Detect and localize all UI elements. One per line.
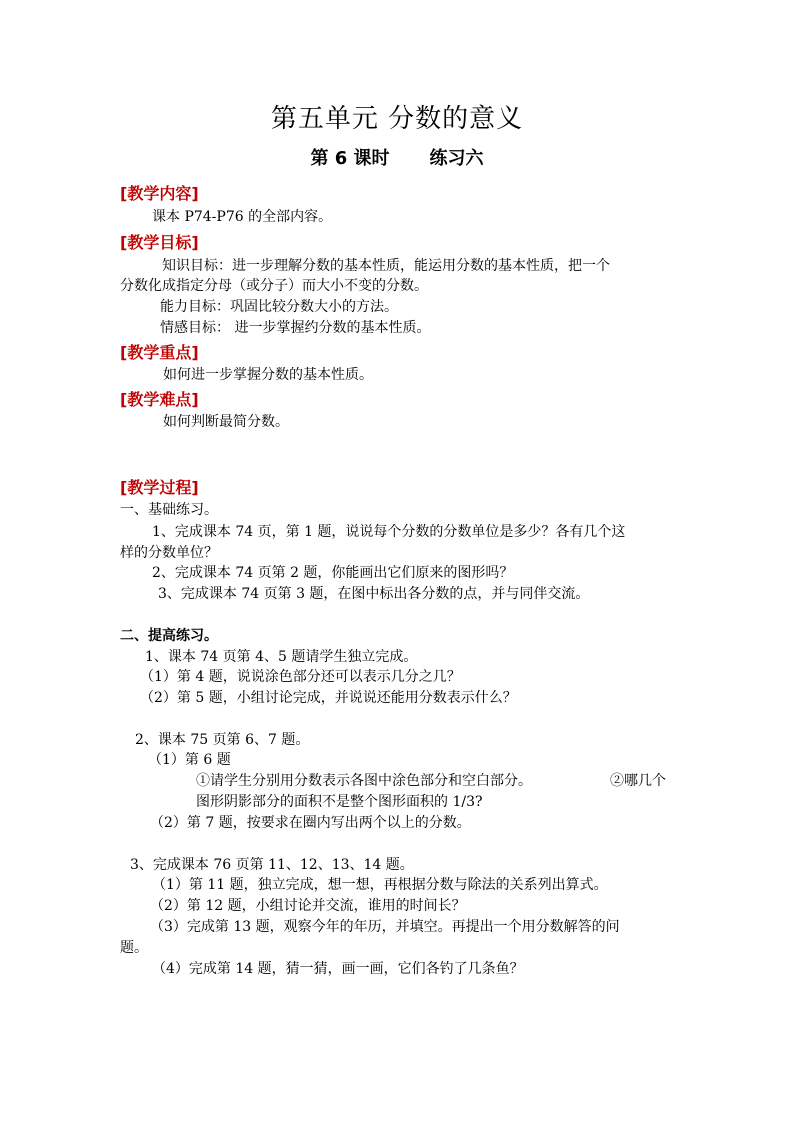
advanced-item-3-sub-3-line-1: （3）完成第 13 题，观察今年的年历，并填空。再提出一个用分数解答的问	[150, 919, 620, 935]
advanced-item-2: 2、课本 75 页第 6、7 题。	[135, 732, 310, 748]
advanced-item-3-sub-2: （2）第 12 题，小组讨论并交流，谁用的时间长？	[150, 898, 466, 914]
goal-knowledge-line-1: 知识目标：进一步理解分数的基本性质，能运用分数的基本性质，把一个	[162, 258, 610, 274]
lesson-name: 练习六	[429, 148, 484, 169]
goal-emotion: 情感目标： 进一步掌握约分数的基本性质。	[160, 320, 431, 336]
advanced-item-1-sub-1: （1）第 4 题，说说涂色部分还可以表示几分之几？	[140, 669, 461, 685]
advanced-item-2-sub-1: （1）第 6 题	[148, 752, 231, 768]
key-point-heading: [教学重点]	[120, 343, 199, 362]
advanced-item-1: 1、课本 74 页第 4、5 题请学生独立完成。	[145, 649, 418, 665]
goal-ability: 能力目标：巩固比较分数大小的方法。	[160, 299, 398, 315]
advanced-practice-title: 二、提高练习。	[120, 628, 218, 644]
basic-item-2: 2、完成课本 74 页第 2 题，你能画出它们原来的图形吗？	[152, 565, 514, 581]
advanced-item-2-sub-2: （2）第 7 题，按要求在圈内写出两个以上的分数。	[150, 815, 471, 831]
basic-practice-title: 一、基础练习。	[120, 502, 218, 518]
goal-knowledge-line-2: 分数化成指定分母（或分子）而大小不变的分数。	[120, 278, 428, 294]
page-title: 第五单元 分数的意义	[270, 104, 524, 134]
lesson-number: 第 6 课时	[310, 148, 390, 169]
process-heading: [教学过程]	[120, 478, 199, 497]
advanced-item-2-sub-1-point-b: ②哪几个	[610, 773, 666, 789]
key-point-text: 如何进一步掌握分数的基本性质。	[163, 367, 373, 383]
content-heading: [教学内容]	[120, 184, 199, 203]
content-text: 课本 P74-P76 的全部内容。	[152, 209, 333, 225]
goals-heading: [教学目标]	[120, 233, 199, 252]
advanced-item-3-sub-4: （4）完成第 14 题，猜一猜，画一画，它们各钓了几条鱼？	[152, 961, 524, 977]
advanced-item-3-sub-3-line-2: 题。	[120, 940, 148, 956]
advanced-item-2-sub-1-point-b-cont: 图形阴影部分的面积不是整个图形面积的 1/3?	[196, 794, 483, 810]
difficulty-heading: [教学难点]	[120, 390, 199, 409]
basic-item-1-line-1: 1、完成课本 74 页，第 1 题，说说每个分数的分数单位是多少？各有几个这	[152, 524, 626, 540]
difficulty-text: 如何判断最简分数。	[163, 414, 289, 430]
advanced-item-3: 3、完成课本 76 页第 11、12、13、14 题。	[130, 857, 414, 873]
lesson-subtitle	[0, 146, 794, 172]
advanced-item-3-sub-1: （1）第 11 题，独立完成，想一想，再根据分数与除法的关系列出算式。	[152, 877, 608, 893]
advanced-item-1-sub-2: （2）第 5 题，小组讨论完成，并说说还能用分数表示什么？	[140, 690, 517, 706]
basic-item-3: 3、完成课本 74 页第 3 题，在图中标出各分数的点，并与同伴交流。	[158, 586, 590, 602]
basic-item-1-line-2: 样的分数单位？	[120, 545, 218, 561]
advanced-item-2-sub-1-point-a: ①请学生分别用分数表示各图中涂色部分和空白部分。	[196, 773, 532, 789]
